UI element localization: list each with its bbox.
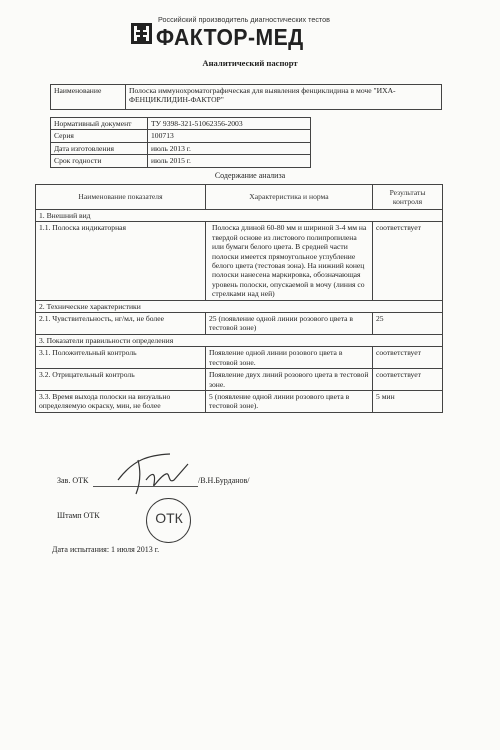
row-norm: Появление одной линии розового цвета в тестовой зоне. xyxy=(206,347,373,369)
table-row xyxy=(36,390,443,412)
name-value: Полоска иммунохроматографическая для выявления фенциклидина в моче "ИХА-ФЕНЦИКЛИДИН-ФАКТОР" xyxy=(126,85,442,110)
info-row xyxy=(51,130,311,142)
page-title: Аналитический паспорт xyxy=(202,58,298,68)
info-row xyxy=(51,118,311,130)
table-row xyxy=(36,222,443,300)
section-title: 3. Показатели правильности определения xyxy=(36,334,443,346)
info-row xyxy=(51,155,311,167)
brand-name: ФАКТОР-МЕД xyxy=(156,24,304,50)
info-label: Серия xyxy=(51,130,148,142)
row-norm: 5 (появление одной линии розового цвета в тестовой зоне). xyxy=(206,390,373,412)
row-norm: 25 (появление одной линии розового цвета в тестовой зоне) xyxy=(206,313,373,335)
row-norm: Полоска длиной 60-80 мм и шириной 3-4 мм на твердой основе из листового полипропилена или бумаги белого цвета. В средней части полоски имеется прямоугольное углубление белого цвета (тестовая зона). На нижний конец полоски нанесена маркировка, обозначающая уровень полоски, опускаемой в мочу (линия со стрелками над ней) xyxy=(206,222,373,300)
row-norm: Появление двух линий розового цвета в тестовой зоне. xyxy=(206,369,373,391)
row-name: 2.1. Чувствительность, нг/мл, не более xyxy=(36,313,206,335)
row-result: соответствует xyxy=(373,369,443,391)
column-header-name: Наименование показателя xyxy=(36,185,206,210)
brand-logo xyxy=(131,12,371,57)
info-value: ТУ 9398-321-51062356-2003 xyxy=(148,118,311,130)
column-header-result: Результаты контроля xyxy=(373,185,443,210)
section-title: 2. Технические характеристики xyxy=(36,300,443,312)
info-table xyxy=(50,117,311,168)
brand-emblem-icon xyxy=(131,23,152,44)
name-table xyxy=(50,84,442,110)
analysis-title: Содержание анализа xyxy=(214,171,286,180)
info-label: Дата изготовления xyxy=(51,142,148,154)
analysis-table xyxy=(35,184,443,413)
info-label: Нормативный документ xyxy=(51,118,148,130)
name-label: Наименование xyxy=(51,85,126,110)
column-header-norm: Характеристика и норма xyxy=(206,185,373,210)
table-row xyxy=(36,313,443,335)
row-name: 3.1. Положительный контроль xyxy=(36,347,206,369)
info-value: июль 2013 г. xyxy=(148,142,311,154)
info-row xyxy=(51,142,311,154)
signature-name: /В.Н.Бурданов/ xyxy=(198,476,250,485)
test-date: Дата испытания: 1 июля 2013 г. xyxy=(52,545,160,554)
info-value: 100713 xyxy=(148,130,311,142)
signature-position: Зав. ОТК xyxy=(57,476,89,485)
manufacturer-tagline: Российский производитель диагностических тестов xyxy=(158,15,330,24)
info-value: июль 2015 г. xyxy=(148,155,311,167)
row-result: 25 xyxy=(373,313,443,335)
signature-scribble xyxy=(108,450,198,500)
row-name: 3.3. Время выхода полоски на визуально определяемую окраску, мин, не более xyxy=(36,390,206,412)
table-row xyxy=(36,347,443,369)
row-result: соответствует xyxy=(373,347,443,369)
stamp-text: ОТК xyxy=(155,510,183,526)
table-row xyxy=(36,369,443,391)
row-name: 3.2. Отрицательный контроль xyxy=(36,369,206,391)
stamp-label: Штамп ОТК xyxy=(57,511,100,520)
row-name: 1.1. Полоска индикаторная xyxy=(36,222,206,300)
section-title: 1. Внешний вид xyxy=(36,210,443,222)
row-result: соответствует xyxy=(373,222,443,300)
info-label: Срок годности xyxy=(51,155,148,167)
row-result: 5 мин xyxy=(373,390,443,412)
